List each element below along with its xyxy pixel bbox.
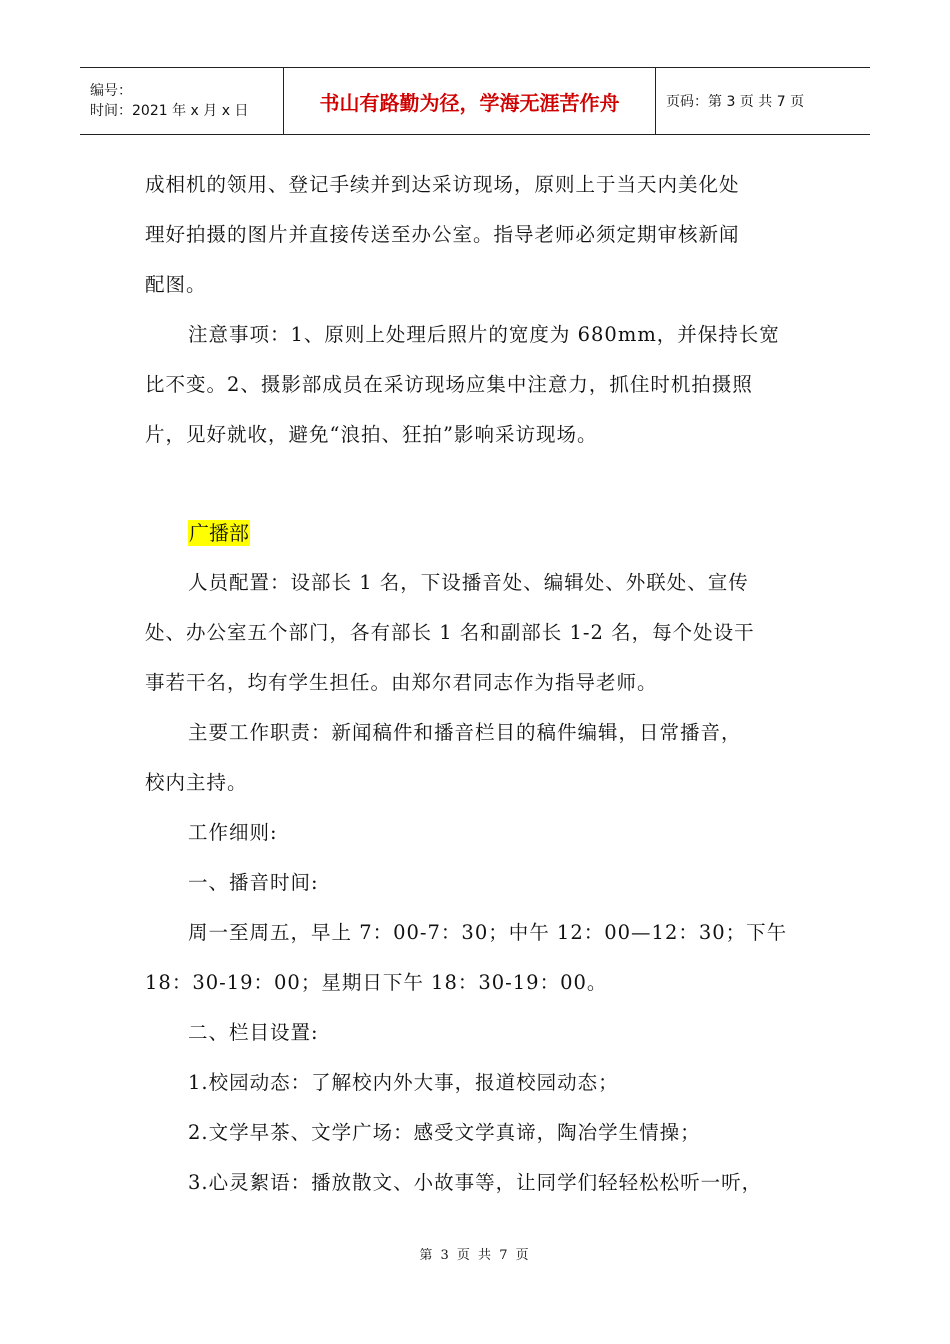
paragraph-line: 注意事项：1、原则上处理后照片的宽度为 680mm，并保持长宽	[188, 323, 780, 346]
paragraph-line: 比不变。2、摄影部成员在采访现场应集中注意力，抓住时机拍摄照	[145, 373, 753, 396]
column-item: 3.心灵絮语：播放散文、小故事等，让同学们轻轻松松听一听，	[188, 1171, 763, 1194]
header-left-cell	[80, 68, 283, 134]
paragraph-line: 成相机的领用、登记手续并到达采访现场，原则上于当天内美化处	[145, 173, 740, 196]
broadcast-time-title: 一、播音时间:	[188, 871, 319, 894]
paragraph-line: 片，见好就收，避免“浪拍、狂拍”影响采访现场。	[145, 423, 598, 446]
column-item: 1.校园动态：了解校内外大事，报道校园动态；	[188, 1071, 619, 1094]
paragraph-line: 周一至周五，早上 7：00-7：30；中午 12：00—12：30；下午	[188, 921, 788, 944]
section-gap	[145, 460, 810, 508]
paragraph-line: 人员配置：设部长 1 名，下设播音处、编辑处、外联处、宣传	[188, 571, 749, 594]
page-info: 页码：第 3 页 共 7 页	[666, 94, 805, 110]
page-footer: 第 3 页 共 7 页	[419, 1248, 531, 1263]
rules-title: 工作细则:	[188, 821, 278, 844]
paragraph-line: 配图。	[145, 273, 207, 296]
paragraph-line: 校内主持。	[145, 771, 248, 794]
code-label: 编号：	[90, 83, 132, 99]
paragraph-line: 事若干名，均有学生担任。由郑尔君同志作为指导老师。	[145, 671, 658, 694]
document-body	[145, 160, 810, 1208]
section-heading: 广播部	[189, 521, 249, 545]
paragraph-line: 18：30-19：00；星期日下午 18：30-19：00。	[145, 971, 608, 994]
motto: 书山有路勤为径，学海无涯苦作舟	[283, 68, 656, 134]
columns-title: 二、栏目设置:	[188, 1021, 319, 1044]
paragraph-line: 处、办公室五个部门，各有部长 1 名和副部长 1-2 名，每个处设干	[145, 621, 755, 644]
date-line: 时间：2021 年 x 月 x 日	[90, 103, 249, 119]
paragraph-line: 主要工作职责：新闻稿件和播音栏目的稿件编辑，日常播音，	[188, 721, 742, 744]
paragraph-line: 理好拍摄的图片并直接传送至办公室。指导老师必须定期审核新闻	[145, 223, 740, 246]
column-item: 2.文学早茶、文学广场：感受文学真谛，陶冶学生情操；	[188, 1121, 701, 1144]
section-heading-row	[145, 508, 810, 558]
document-header	[80, 67, 870, 135]
